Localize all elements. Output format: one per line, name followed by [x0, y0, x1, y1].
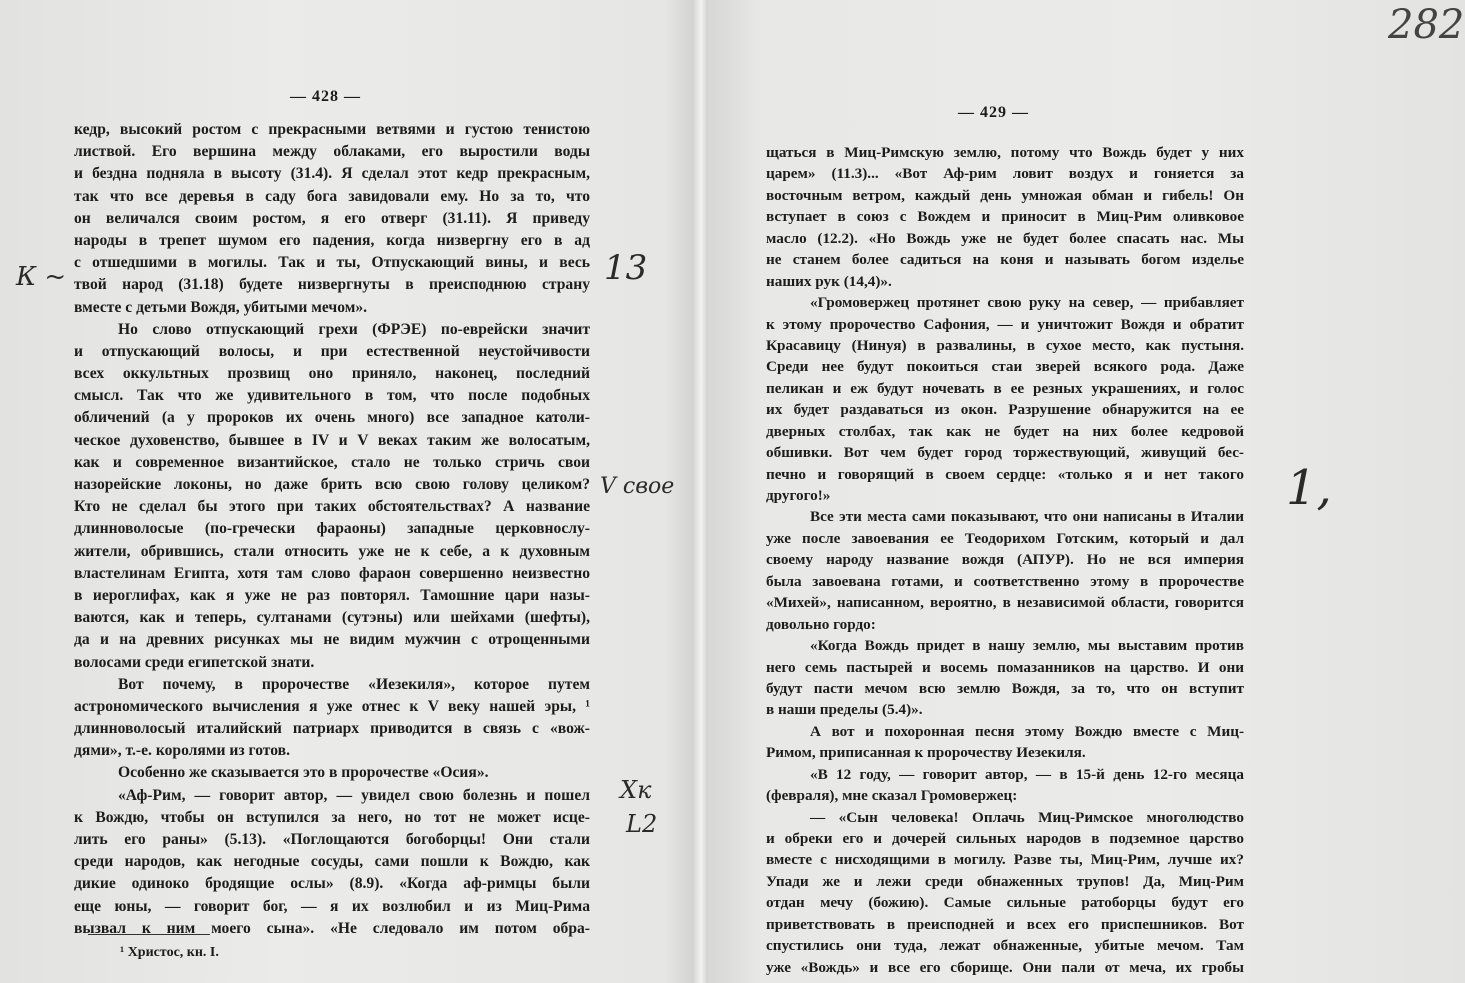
text-line: вместе с нисходящими в могилу. Разве ты, Миц-Рим, лучше их?	[766, 851, 1244, 869]
text-line: жители, обрившись, стали относить уже не к себе, а к духовным	[74, 542, 590, 560]
text-line: среди народов, как негодные сосуды, сами пошли к Вождю, как	[74, 853, 590, 871]
text-line: пеликан и еж будут ночевать в ее резных украшениях, и голос	[766, 379, 1244, 397]
text-line: своему народу название вождя (АПУР). Но не вся империя	[766, 551, 1244, 569]
text-line: твой народ (31.18) будете низвергнуты в преисподнюю страну	[74, 276, 590, 294]
handwritten-margin-note: L2	[626, 810, 658, 838]
text-line: довольно гордо:	[766, 615, 876, 633]
handwritten-margin-note: 1,	[1286, 460, 1332, 516]
text-line: Все эти места сами показывают, что они написаны в Италии	[810, 508, 1244, 526]
text-line: кедр, высокий ростом с прекрасными ветвями и густою тенистою	[74, 121, 590, 138]
text-line: народы в трепет шумом его падения, когда низвергну его в ад	[74, 231, 590, 249]
text-line: Кто не сделал бы этого при таких обстоятельствах? А название	[74, 498, 590, 516]
text-line: дикие одиноко бродящие ослы» (8.9). «Когда аф-римцы были	[74, 875, 590, 893]
page-number-left: — 428 —	[290, 88, 361, 105]
text-line: и бездна подняла в высоту (31.4). Я сделал этот кедр прекрасным,	[74, 165, 590, 183]
text-line: масло (12.2). «Но Вождь уже не будет более спасать нас. Мы	[766, 229, 1244, 247]
text-line: спустились они туда, лежат обнаженные, убитые мечом. Там	[766, 937, 1244, 955]
text-line: Но слово отпускающий грехи (ФРЭЕ) по-еврейски значит	[118, 320, 590, 338]
text-line: смысл. Так что же удивительного в том, что после подобных	[74, 387, 590, 405]
text-line: и отпускающий волосы, и при естественной неустойчивости	[74, 342, 590, 360]
text-line: так что все деревья в саду бога завидовали ему. Но за то, что	[74, 187, 590, 205]
handwritten-margin-note: 13	[604, 248, 648, 288]
text-line: «Громовержец протянет свою руку на север, — прибавляет	[810, 294, 1244, 312]
text-line: приветствовать в преисподней и всех его приспешников. Вот	[766, 915, 1244, 933]
text-line: «Аф-Рим, — говорит автор, — увидел свою болезнь и пошел	[118, 786, 590, 804]
text-line: уже «Вождь» и все его сборище. Они пали от меча, их гробы	[766, 958, 1244, 976]
text-line: печно и говорящий в своем сердце: «только я и нет такого	[766, 465, 1244, 483]
text-line: с отшедшими в могилы. Так и ты, Отпускающий вины, и весь	[74, 254, 590, 272]
text-line: длинноволосые (по-гречески фараоны) западные церковнослу-	[74, 520, 590, 538]
text-line: А вот и похоронная песня этому Вождю вместе с Миц-	[810, 722, 1244, 740]
text-line: обшивки. Вот чем будет город торжествующий, живущий бес-	[766, 444, 1244, 462]
text-line: всех оккультных прозвищ оно приняло, наконец, последний	[74, 365, 590, 383]
text-line: (февраля), мне сказал Громовержец:	[766, 787, 1018, 805]
text-line: в иероглифах, как я уже не раз повторял. Тамошние цари назы-	[74, 586, 590, 604]
text-line: наших рук (14,4)».	[766, 272, 892, 290]
text-line: дверных столбах, так как не будет на них более кедровой	[766, 422, 1244, 440]
text-line: к Вождю, чтобы он вступился за него, но тот не может исце-	[74, 808, 590, 826]
text-line: восточным ветром, каждый день умножая обман и гибель! Он	[766, 186, 1244, 204]
text-line: властелинам Египта, хотя там слово фараон совершенно неизвестно	[74, 564, 590, 582]
text-line: — «Сын человека! Оплачь Миц-Римское многолюдство	[810, 808, 1244, 826]
text-line: «Когда Вождь придет в нашу землю, мы выставим против	[810, 637, 1244, 655]
text-line: Упади же и лежи среди обнаженных трупов! Да, Миц-Рим	[766, 872, 1244, 890]
text-line: вызвал к ним моего сына». «Не следовало им потом обра-	[74, 919, 590, 937]
text-line: другого!»	[766, 487, 831, 504]
page-number-right: — 429 —	[958, 104, 1029, 121]
handwritten-margin-note: К ~	[16, 262, 67, 292]
text-line: будут пасти мечом всю землю Вождя, за то, что он вступит	[766, 679, 1244, 697]
text-line: была завоевана готами, и соответственно этому в пророчестве	[766, 572, 1244, 590]
text-line: Особенно же сказывается это в пророчестве «Осия».	[118, 764, 489, 782]
text-line: обличений (а у пророков их очень много) все западное католи-	[74, 409, 590, 427]
text-line: ческое духовенство, бывшее в IV и V веках таким же волосатым,	[74, 431, 590, 449]
text-line: него семь пастырей и восемь помазанников на царство. И они	[766, 658, 1244, 676]
left-page-text	[74, 119, 590, 940]
book-gutter	[694, 0, 708, 983]
handwritten-sheet-number: 282	[1388, 2, 1465, 48]
text-line: вступает в союз с Вождем и приносит в Миц-Рим оливковое	[766, 208, 1244, 226]
text-line: Среди нее будут покоиться стаи зверей всякого рода. Даже	[766, 358, 1244, 376]
text-line: уже после завоевания ее Теодорихом Готским, который и дал	[766, 529, 1244, 547]
right-page-text	[766, 142, 1244, 978]
text-line: их будет раздаваться из окон. Разрушение обнаружится на ее	[766, 401, 1244, 419]
text-line: «Михей», написанном, вероятно, в независимой области, говорится	[766, 594, 1244, 612]
text-line: не станем более садиться на коня и называть богом изделье	[766, 251, 1244, 269]
text-line: Римом, приписанная к пророчеству Иезекиля.	[766, 744, 1086, 762]
footnote-rule	[88, 934, 210, 935]
text-line: к этому пророчество Сафония, — и уничтожит Вождя и обратит	[766, 315, 1244, 333]
text-line: «В 12 году, — говорит автор, — в 15-й день 12-го месяца	[810, 765, 1244, 783]
text-line: листвой. Его вершина между облаками, его выростили воды	[74, 143, 590, 161]
text-line: волосами среди египетской знати.	[74, 653, 315, 671]
handwritten-margin-note: V своe	[600, 474, 675, 499]
text-line: как и современное византийское, стало не только стричь свои	[74, 453, 590, 471]
text-line: царем» (11.3)... «Вот Аф-рим ловит воздух и гоняется за	[766, 165, 1244, 183]
text-line: да и на древних рисунках мы не видим мужчин с отрощенными	[74, 631, 590, 649]
footnote: ¹ Христос, кн. I.	[120, 945, 219, 960]
text-line: астрономического вычисления я уже отнес к V веку нашей эры, ¹	[74, 697, 590, 715]
text-line: дями», т.-е. королями из готов.	[74, 742, 290, 760]
text-line: еще юны, — говорит бог, — я их возлюбил и из Миц-Рима	[74, 897, 590, 915]
text-line: в наши пределы (5.4)».	[766, 701, 923, 719]
text-line: отдан мечу (божию). Самые сильные ратоборцы будут его	[766, 894, 1244, 912]
text-line: длинноволосый италийский патриарх приводится в связь с «вож-	[74, 720, 590, 738]
handwritten-margin-note: Хк	[620, 776, 652, 804]
text-line: ваются, как и теперь, султанами (сутэны) или шейхами (шефты),	[74, 609, 590, 627]
text-line: щаться в Миц-Римскую землю, потому что Вождь будет у них	[766, 144, 1244, 161]
text-line: лить его раны» (5.13). «Поглощаются богоборцы! Они стали	[74, 831, 590, 848]
text-line: Красавицу (Нинуя) в развалины, в сухое место, как пустыня.	[766, 336, 1244, 354]
text-line: и обреки его и дочерей сильных народов в подземное царство	[766, 830, 1244, 847]
text-line: Вот почему, в пророчестве «Иезекиля», которое путем	[118, 675, 590, 693]
text-line: вместе с детьми Вождя, убитыми мечом».	[74, 298, 368, 316]
text-line: он величался своим ростом, я его отверг (31.11). Я приведу	[74, 209, 590, 227]
text-line: назорейские локоны, но даже брить всю свою голову целиком?	[74, 476, 590, 493]
